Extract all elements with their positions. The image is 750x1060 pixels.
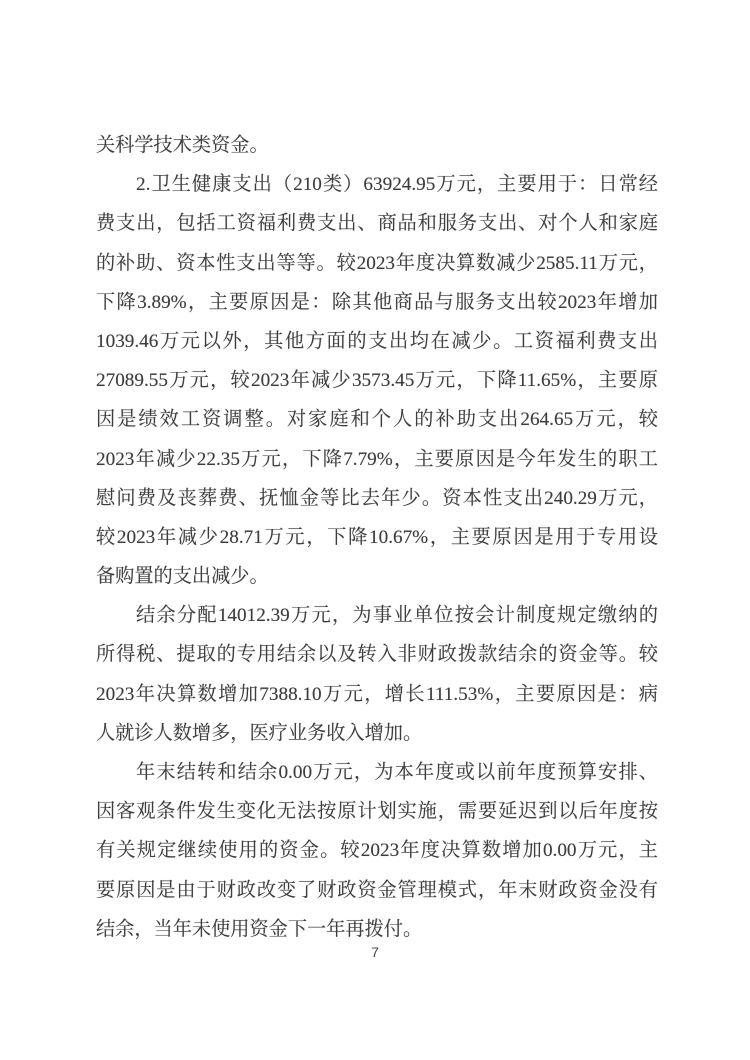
page-number-footer: 7 <box>371 944 379 960</box>
text-line: 2.卫生健康支出（210类）63924.95万元，主要用于：日常经 <box>136 174 658 196</box>
text-line: 因客观条件发生变化无法按原计划实施，需要延迟到以后年度按 <box>96 801 658 823</box>
text-line: 1039.46万元以外，其他方面的支出均在减少。工资福利费支出 <box>96 330 658 352</box>
text-line: 人就诊人数增多，医疗业务收入增加。 <box>96 722 423 744</box>
text-line: 因是绩效工资调整。对家庭和个人的补助支出264.65万元，较 <box>96 409 658 431</box>
text-line: 慰问费及丧葬费、抚恤金等比去年少。资本性支出240.29万元， <box>96 487 658 509</box>
text-line: 的补助、资本性支出等等。较2023年度决算数减少2585.11万元， <box>96 252 658 274</box>
text-line: 关科学技术类资金。 <box>96 135 269 156</box>
text-line: 2023年减少22.35万元，下降7.79%，主要原因是今年发生的职工 <box>96 448 658 470</box>
text-line: 要原因是由于财政改变了财政资金管理模式，年末财政资金没有 <box>96 879 658 901</box>
text-line: 费支出，包括工资福利费支出、商品和服务支出、对个人和家庭 <box>96 213 658 235</box>
text-line: 有关规定继续使用的资金。较2023年度决算数增加0.00万元，主 <box>96 840 658 862</box>
document-body <box>96 126 658 949</box>
text-line: 较2023年减少28.71万元，下降10.67%，主要原因是用于专用设 <box>96 526 658 548</box>
text-line: 所得税、提取的专用结余以及转入非财政拨款结余的资金等。较 <box>96 644 658 666</box>
text-line: 年末结转和结余0.00万元，为本年度或以前年度预算安排、 <box>136 762 658 783</box>
text-line: 结余，当年未使用资金下一年再拨付。 <box>96 918 423 940</box>
text-line: 下降3.89%，主要原因是：除其他商品与服务支出较2023年增加 <box>96 291 658 313</box>
text-line: 27089.55万元，较2023年减少3573.45万元，下降11.65%，主要原 <box>96 370 658 392</box>
text-line: 结余分配14012.39万元，为事业单位按会计制度规定缴纳的 <box>136 605 658 627</box>
text-line: 备购置的支出减少。 <box>96 566 269 588</box>
text-line: 2023年决算数增加7388.10万元，增长111.53%，主要原因是：病 <box>96 683 658 705</box>
